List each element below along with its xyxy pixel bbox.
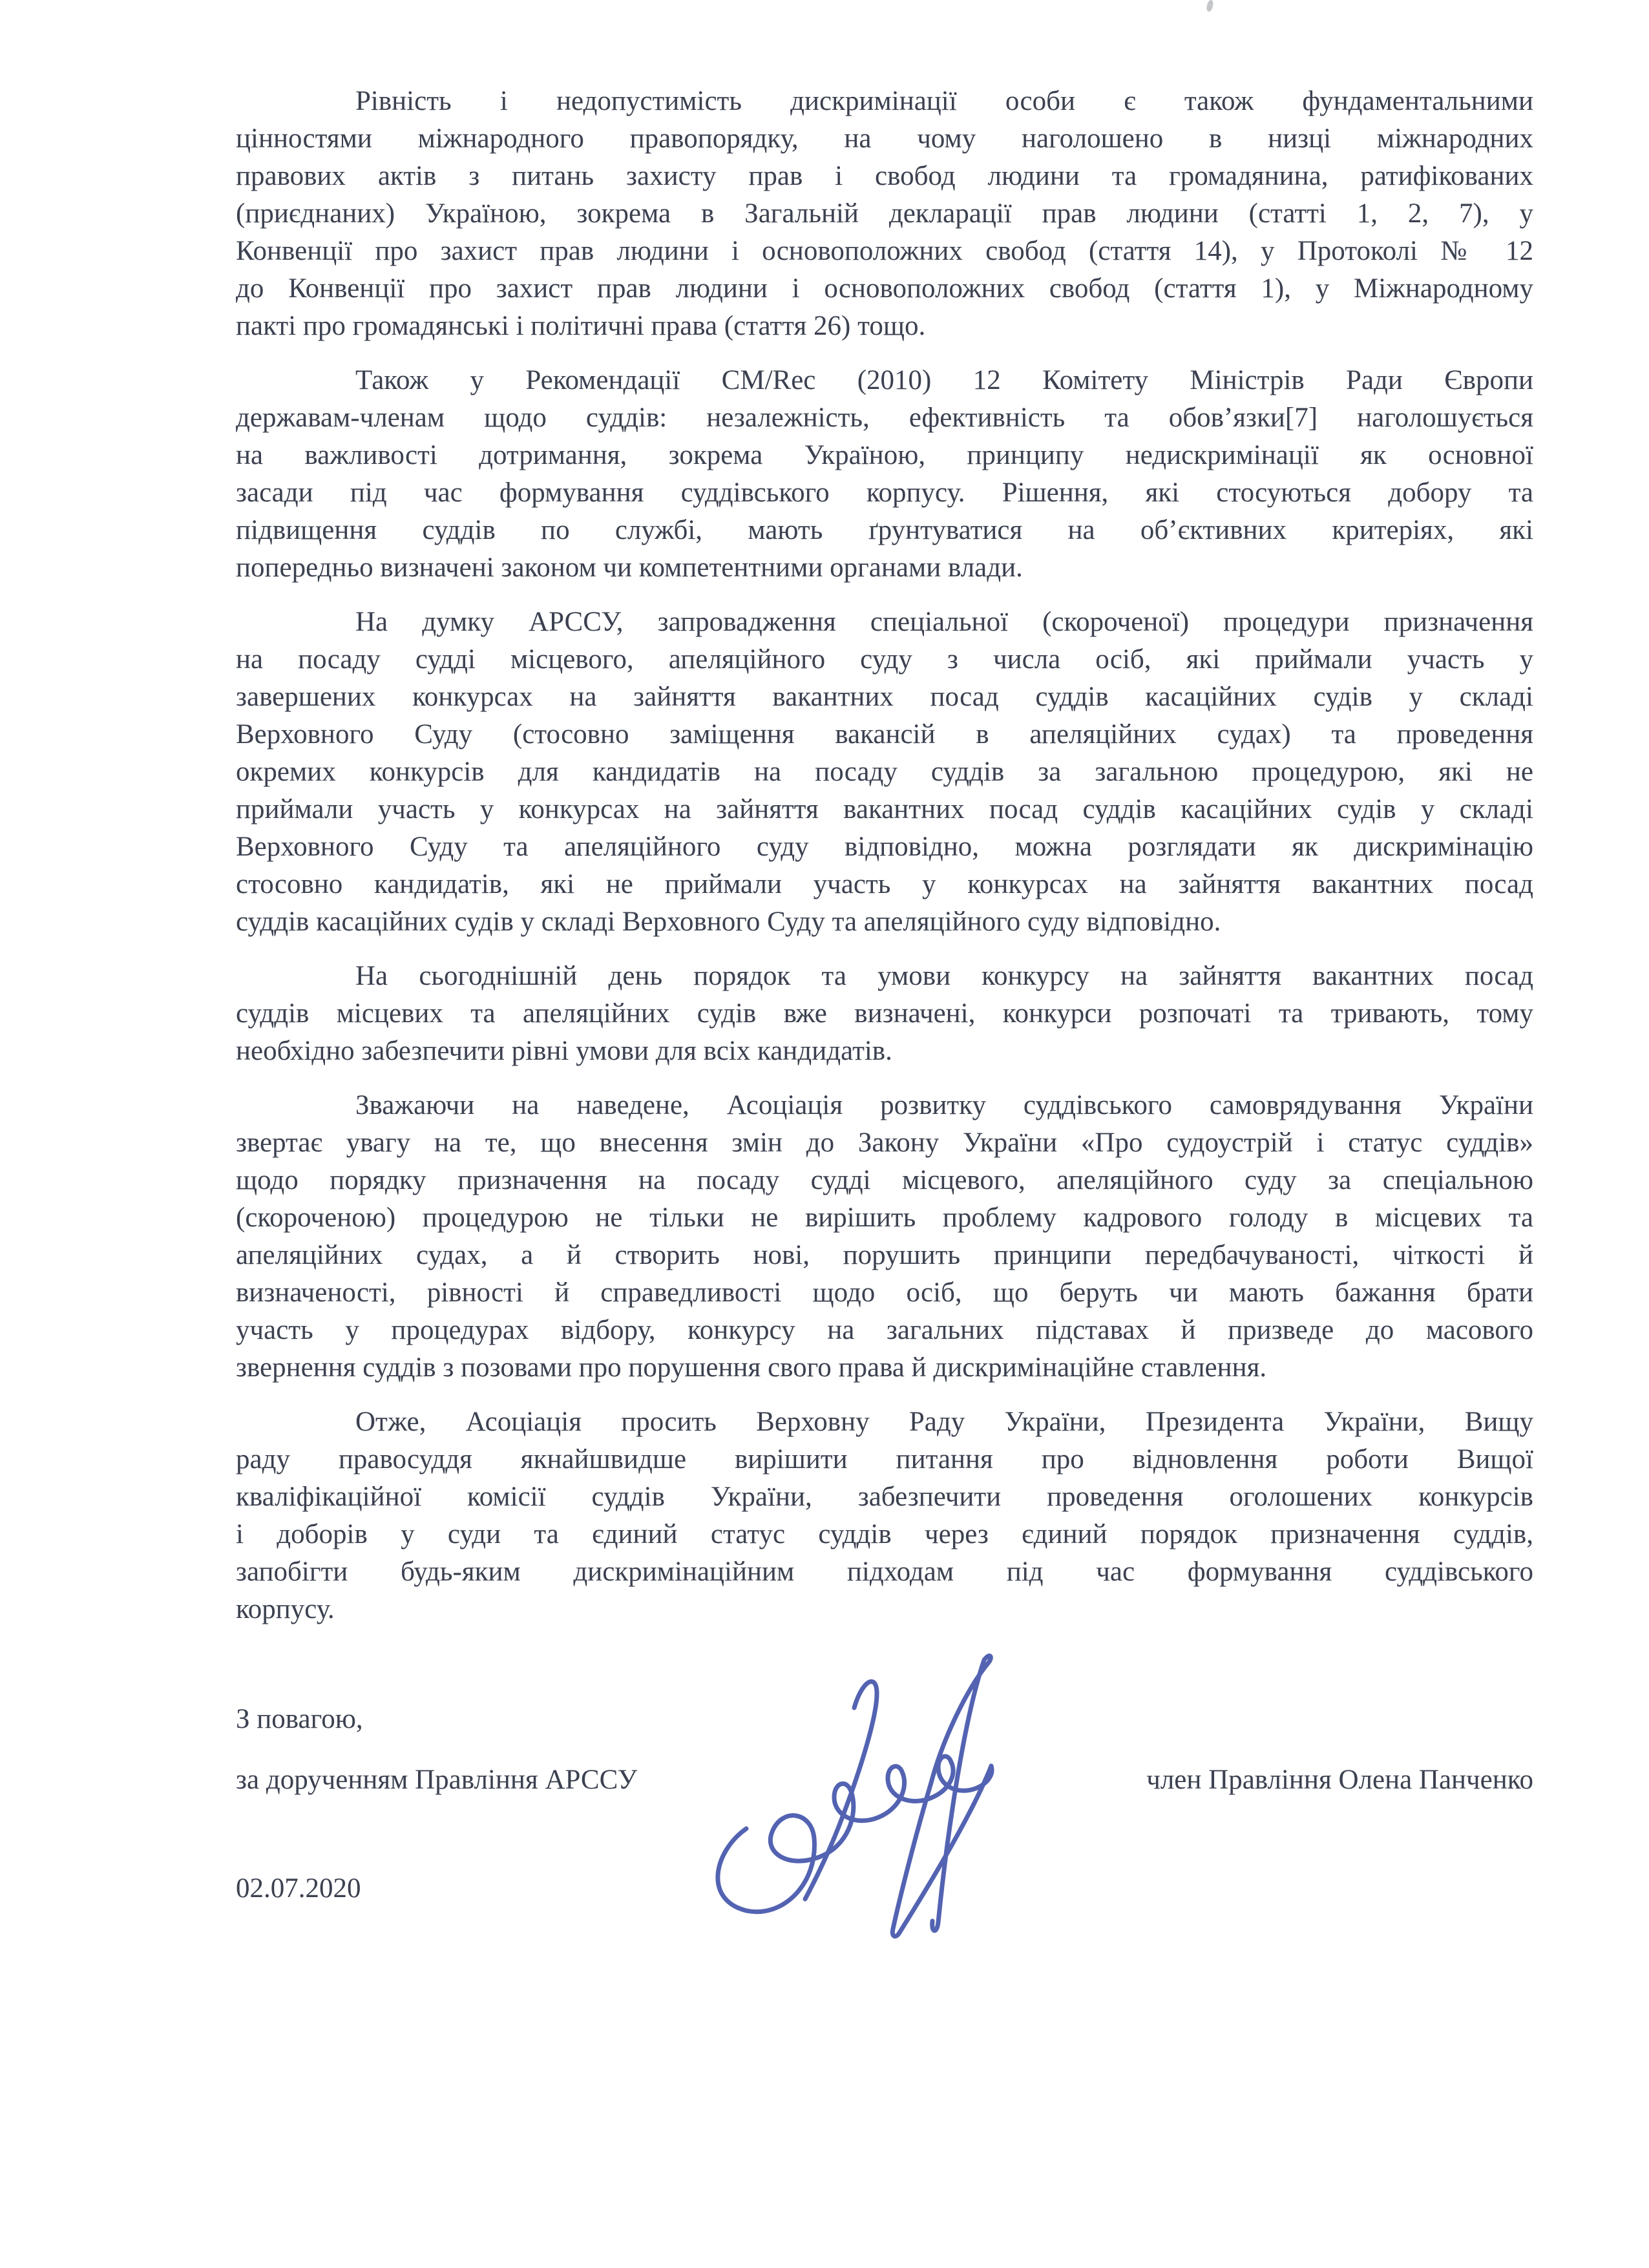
paragraph-3 (236, 604, 1533, 941)
paragraph-3-line-5: окремих конкурсів для кандидатів на посаду суддів за загальною процедурою, які не (236, 757, 1533, 787)
paragraph-5-line-3: щодо порядку призначення на посаду судді місцевого, апеляційного суду за спеціальною (236, 1165, 1533, 1195)
paragraph-5-line-2: звертає увагу на те, що внесення змін до Закону України «Про судоустрій і статус суддів» (236, 1128, 1533, 1158)
paragraph-3-line-8: стосовно кандидатів, які не приймали участь у конкурсах на зайняття вакантних посад (236, 869, 1533, 899)
paragraph-5-line-4: (скороченою) процедурою не тільки не вирішить проблему кадрового голоду в місцевих та (236, 1202, 1533, 1233)
letter-content (236, 83, 1533, 1907)
paragraph-2-line-6: попередньо визначені законом чи компетентними органами влади. (236, 552, 1023, 583)
paragraph-2-line-1: Також у Рекомендації CM/Rec (2010) 12 Комітету Міністрів Ради Європи (355, 365, 1533, 395)
paragraph-5-line-1: Зважаючи на наведене, Асоціація розвитку суддівського самоврядування України (355, 1090, 1533, 1120)
paragraph-2-line-4: засади під час формування суддівського корпусу. Рішення, які стосуються добору та (236, 478, 1533, 508)
paragraph-1-line-4: (приєднаних) Україною, зокрема в Загальній декларації прав людини (статті 1, 2, 7), у (236, 198, 1533, 229)
paragraph-1 (236, 83, 1533, 345)
paragraph-3-line-9: суддів касаційних судів у складі Верховного Суду та апеляційного суду відповідно. (236, 907, 1221, 937)
paragraph-2-line-3: на важливості дотримання, зокрема Україною, принципу недискримінації як основної (236, 440, 1533, 470)
paragraph-6-line-5: запобігти будь-яким дискримінаційним підходам під час формування суддівського (236, 1557, 1533, 1587)
paragraph-6-line-4: і доборів у суди та єдиний статус суддів через єдиний порядок призначення суддів, (236, 1519, 1533, 1549)
paragraph-3-line-6: приймали участь у конкурсах на зайняття вакантних посад суддів касаційних судів у складі (236, 794, 1533, 824)
scan-artifact-speck (1206, 0, 1214, 12)
paragraph-4 (236, 958, 1533, 1070)
paragraph-1-line-6: до Конвенції про захист прав людини і основоположних свобод (стаття 1), у Міжнародному (236, 273, 1533, 304)
paragraph-1-line-7: пакті про громадянські і політичні права (стаття 26) тощо. (236, 311, 926, 341)
paragraph-3-line-4: Верховного Суду (стосовно заміщення вакансій в апеляційних судах) та проведення (236, 719, 1533, 750)
paragraph-5-line-6: визначеності, рівності й справедливості щодо осіб, що беруть чи мають бажання брати (236, 1277, 1533, 1308)
paragraph-5-line-5: апеляційних судах, а й створить нові, порушить принципи передбачуваності, чіткості й (236, 1240, 1533, 1270)
paragraph-2-line-5: підвищення суддів по службі, мають ґрунтуватися на об’єктивних критеріях, які (236, 515, 1533, 545)
paragraph-5-line-8: звернення суддів з позовами про порушення свого права й дискримінаційне ставлення. (236, 1352, 1267, 1383)
paragraph-6-line-3: кваліфікаційної комісії суддів України, забезпечити проведення оголошених конкурсів (236, 1482, 1533, 1512)
paragraph-5 (236, 1087, 1533, 1387)
paragraph-2-line-2: державам-членам щодо суддів: незалежність, ефективність та обов’язки[7] наголошується (236, 403, 1533, 433)
paragraph-1-line-3: правових актів з питань захисту прав і свобод людини та громадянина, ратифікованих (236, 161, 1533, 191)
letter-body (236, 83, 1533, 1628)
paragraph-4-line-3: необхідно забезпечити рівні умови для всіх кандидатів. (236, 1036, 892, 1066)
paragraph-1-line-1: Рівність і недопустимість дискримінації особи є також фундаментальними (355, 86, 1533, 116)
paragraph-6 (236, 1403, 1533, 1628)
closing-authorization: за дорученням Правління АРССУ (236, 1765, 638, 1795)
paragraph-6-line-1: Отже, Асоціація просить Верховну Раду України, Президента України, Вищу (355, 1407, 1533, 1437)
paragraph-6-line-6: корпусу. (236, 1594, 335, 1624)
paragraph-6-line-2: раду правосуддя якнайшвидше вирішити питання про відновлення роботи Вищої (236, 1444, 1533, 1475)
paragraph-3-line-7: Верховного Суду та апеляційного суду відповідно, можна розглядати як дискримінацію (236, 832, 1533, 862)
paragraph-3-line-3: завершених конкурсах на зайняття вакантних посад суддів касаційних судів у складі (236, 682, 1533, 712)
closing-row (236, 1761, 1533, 1799)
paragraph-4-line-2: суддів місцевих та апеляційних судів вже визначені, конкурси розпочаті та тривають, тому (236, 998, 1533, 1029)
paragraph-1-line-2: цінностями міжнародного правопорядку, на чому наголошено в низці міжнародних (236, 123, 1533, 154)
paragraph-3-line-1: На думку АРССУ, запровадження спеціальної (скороченої) процедури призначення (355, 607, 1533, 637)
paragraph-1-line-5: Конвенції про захист прав людини і основоположних свобод (стаття 14), у Протоколі № 12 (236, 236, 1533, 266)
paragraph-4-line-1: На сьогоднішній день порядок та умови конкурсу на зайняття вакантних посад (355, 961, 1533, 991)
paragraph-2 (236, 362, 1533, 587)
closing-signer-name: член Правління Олена Панченко (1146, 1765, 1533, 1795)
paragraph-5-line-7: участь у процедурах відбору, конкурсу на загальних підставах й призведе до масового (236, 1315, 1533, 1345)
closing-date: 02.07.2020 (236, 1873, 361, 1904)
closing-salutation: З повагою, (236, 1704, 363, 1734)
paragraph-3-line-2: на посаду судді місцевого, апеляційного суду з числа осіб, які приймали участь у (236, 644, 1533, 675)
